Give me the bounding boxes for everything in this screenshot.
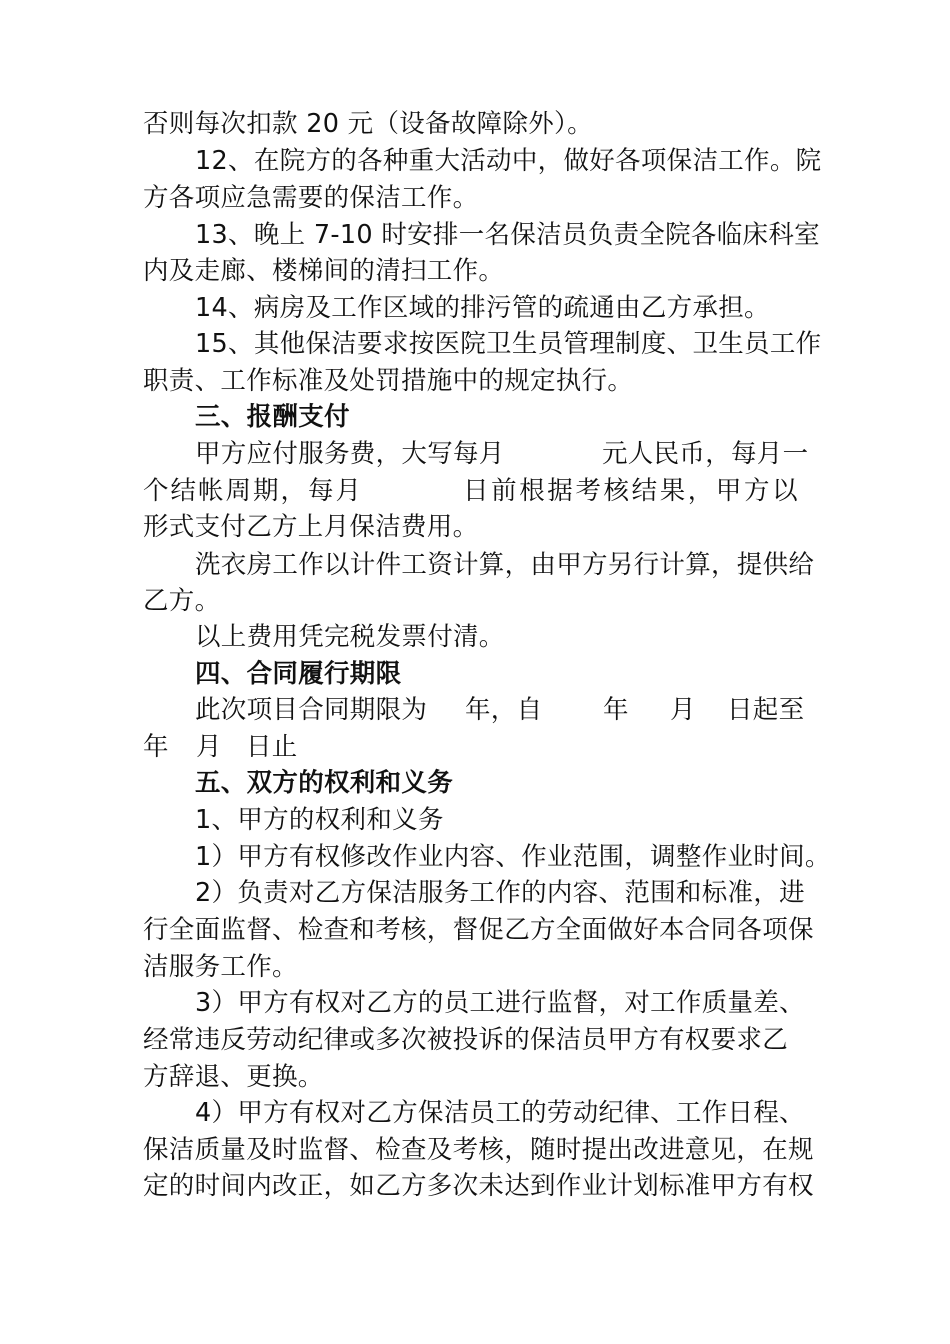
- text-line: 内及走廊、楼梯间的清扫工作。: [143, 256, 505, 286]
- term-text-b: 年，自: [465, 695, 543, 725]
- payment-text-b: 元人民币，每月一: [602, 439, 809, 469]
- text-line: 方辞退、更换。: [143, 1062, 324, 1092]
- clause-13: 13、晚上 7-10 时安排一名保洁员负责全院各临床科室: [195, 220, 820, 250]
- payment-text-d: 日前根据考核结果，甲方以: [463, 476, 801, 506]
- item-2: 2）负责对乙方保洁服务工作的内容、范围和标准，进: [195, 878, 805, 908]
- text-line: 否则每次扣款 20 元（设备故障除外）。: [143, 109, 593, 139]
- term-text-h: 日止: [246, 732, 298, 762]
- text-line: 洁服务工作。: [143, 952, 298, 982]
- payment-line-1: [195, 436, 815, 473]
- section-heading-term: 四、合同履行期限: [195, 659, 402, 689]
- term-text-g: 月: [196, 732, 222, 762]
- text-line: 经常违反劳动纪律或多次被投诉的保洁员甲方有权要求乙: [143, 1025, 789, 1055]
- payment-text-c: 个结帐周期，每月: [143, 476, 364, 506]
- subheading-party-a: 1、甲方的权利和义务: [195, 805, 444, 835]
- term-line-1: [195, 692, 815, 729]
- term-text-c: 年: [603, 695, 629, 725]
- text-line: 形式支付乙方上月保洁费用。: [143, 512, 479, 542]
- section-heading-rights: 五、双方的权利和义务: [195, 768, 454, 798]
- text-line: 乙方。: [143, 586, 221, 616]
- text-line: 行全面监督、检查和考核，督促乙方全面做好本合同各项保: [143, 915, 814, 945]
- payment-text-a: 甲方应付服务费，大写每月: [195, 439, 505, 469]
- term-text-a: 此次项目合同期限为: [195, 695, 428, 725]
- payment-line-2: [143, 473, 813, 510]
- item-1: 1）甲方有权修改作业内容、作业范围，调整作业时间。: [195, 842, 831, 872]
- text-line: 定的时间内改正，如乙方多次未达到作业计划标准甲方有权: [143, 1171, 814, 1201]
- item-3: 3）甲方有权对乙方的员工进行监督，对工作质量差、: [195, 988, 805, 1018]
- term-text-d: 月: [670, 695, 696, 725]
- clause-14: 14、病房及工作区域的排污管的疏通由乙方承担。: [195, 293, 770, 323]
- term-text-f: 年: [143, 732, 169, 762]
- item-4: 4）甲方有权对乙方保洁员工的劳动纪律、工作日程、: [195, 1098, 805, 1128]
- text-line: 方各项应急需要的保洁工作。: [143, 183, 479, 213]
- text-line: 洗衣房工作以计件工资计算，由甲方另行计算，提供给: [195, 550, 815, 580]
- term-line-2: [143, 729, 343, 766]
- section-heading-payment: 三、报酬支付: [195, 402, 350, 432]
- text-line: 以上费用凭完税发票付清。: [195, 622, 505, 652]
- clause-15: 15、其他保洁要求按医院卫生员管理制度、卫生员工作: [195, 329, 822, 359]
- clause-12: 12、在院方的各种重大活动中，做好各项保洁工作。院: [195, 146, 822, 176]
- text-line: 保洁质量及时监督、检查及考核，随时提出改进意见，在规: [143, 1135, 814, 1165]
- text-line: 职责、工作标准及处罚措施中的规定执行。: [143, 366, 634, 396]
- term-text-e: 日起至: [727, 695, 805, 725]
